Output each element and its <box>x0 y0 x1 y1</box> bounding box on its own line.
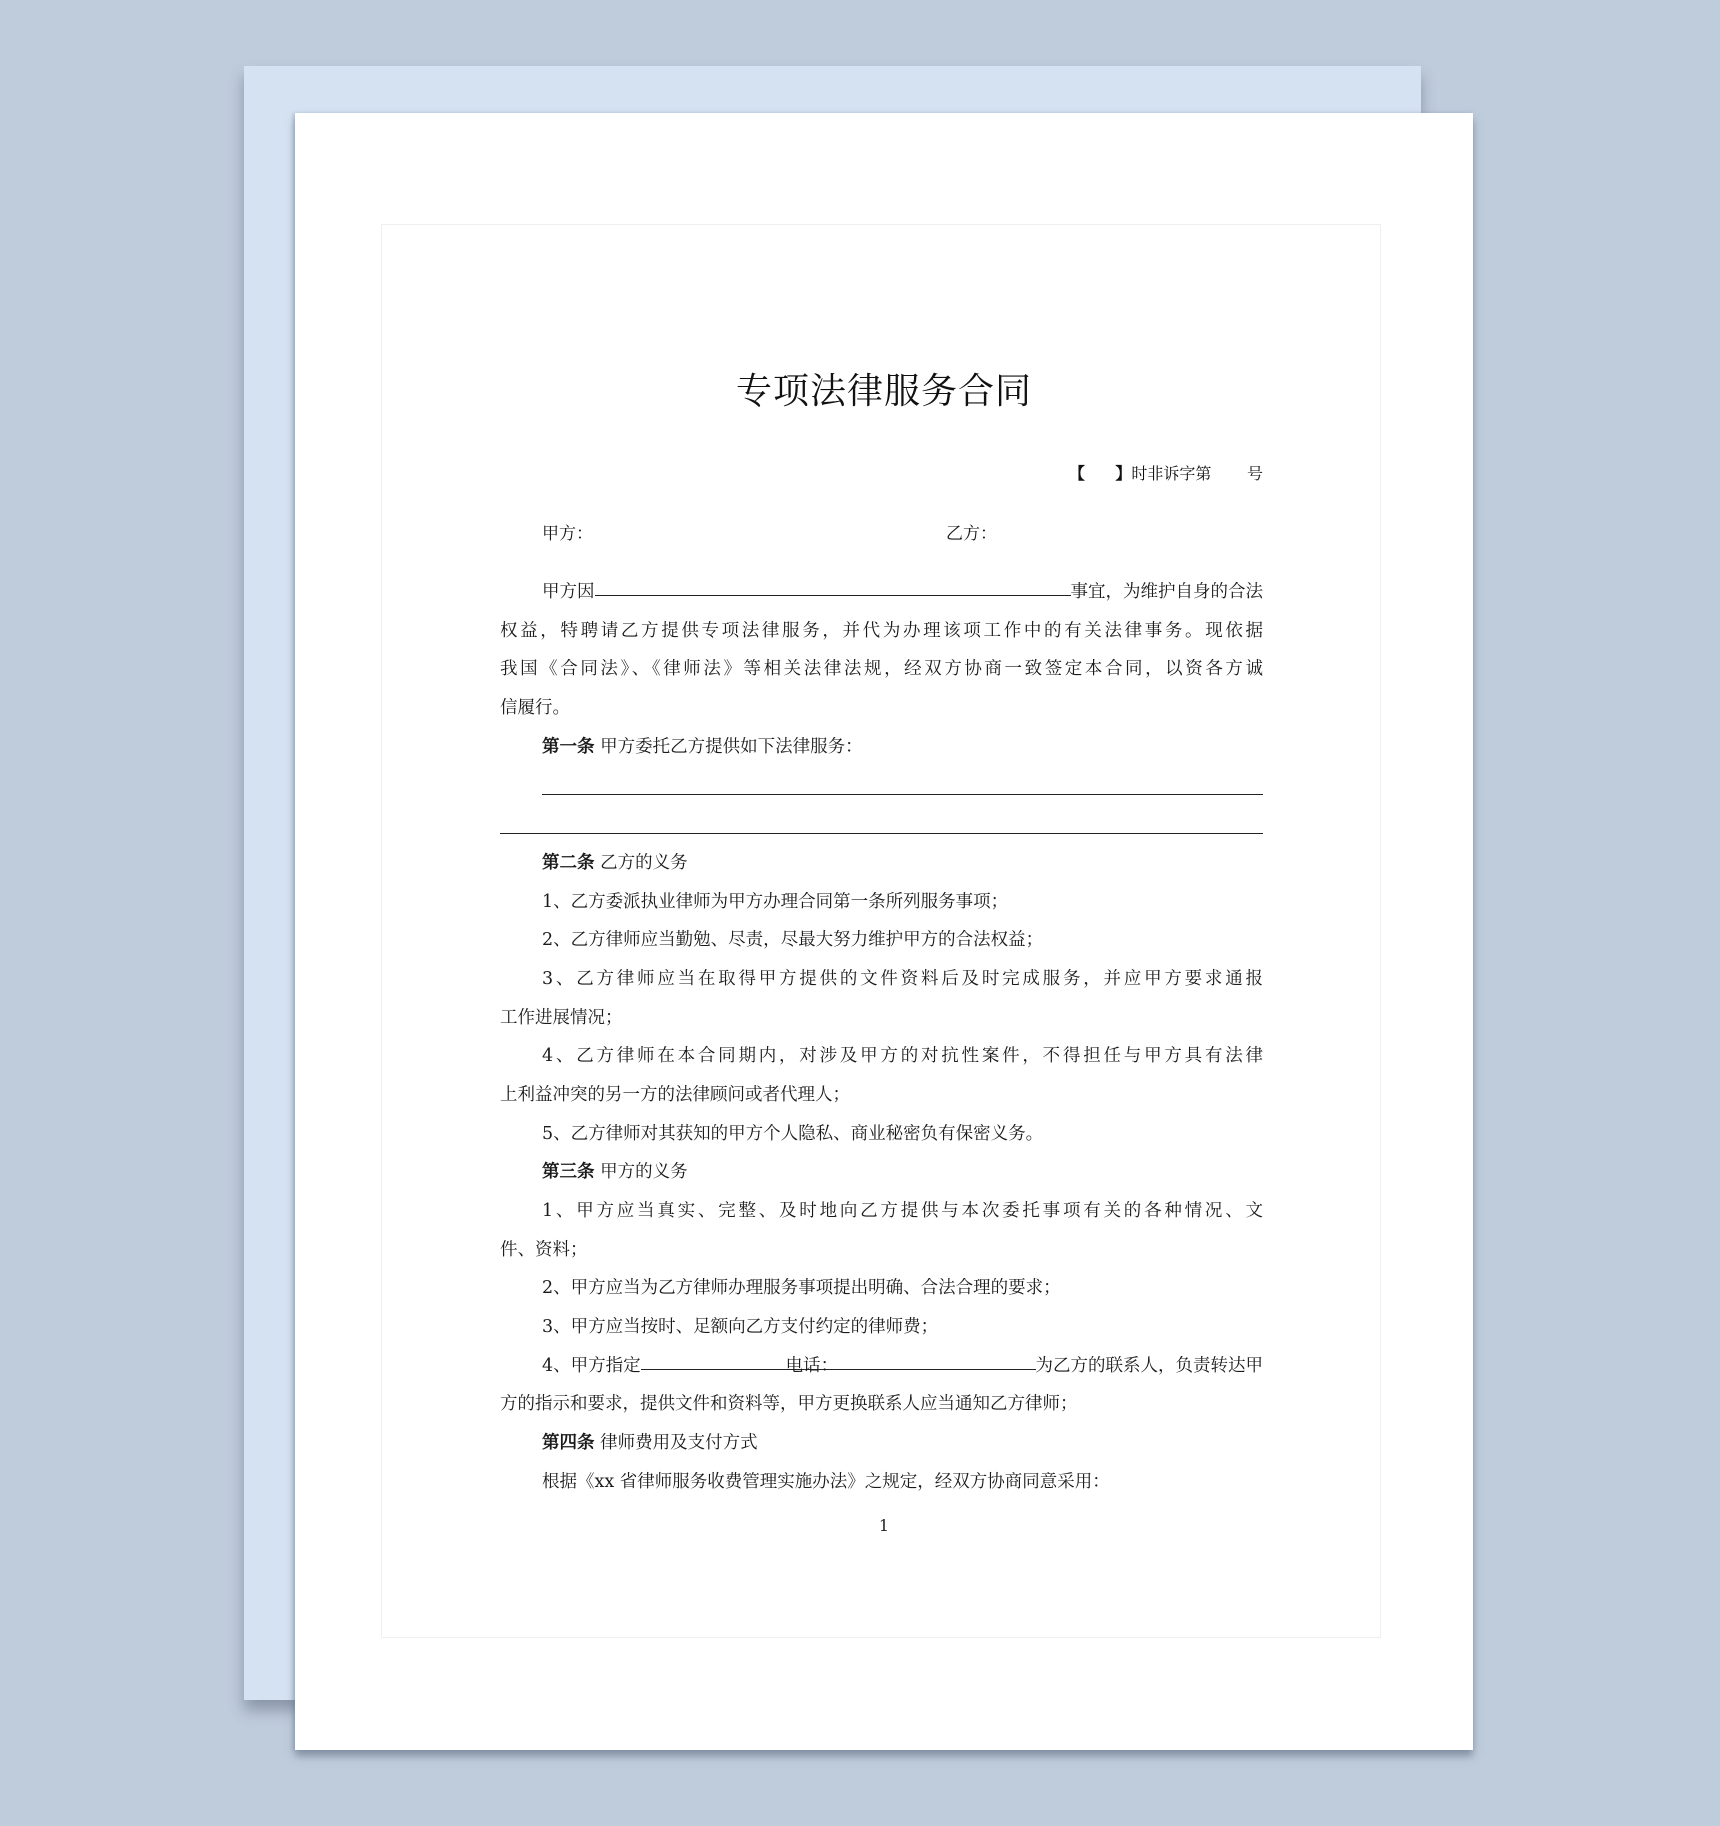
article-3-title-text: 甲方的义务 <box>600 1162 688 1183</box>
intro-line-2: 权益，特聘请乙方提供专项法律服务，并代为办理该项工作中的有关法律事务。现依据 <box>500 620 1263 641</box>
article-2-heading: 第二条 <box>542 852 595 873</box>
service-blank-line-1[interactable] <box>500 766 1263 805</box>
article-4-text: 根据《xx 省律师服务收费管理实施办法》之规定，经双方协商同意采用： <box>542 1471 1110 1492</box>
article-2-item-3-line-2: 工作进展情况； <box>500 1007 623 1028</box>
contact-prefix: 4、甲方指定 <box>542 1355 641 1376</box>
article-1 <box>500 728 1263 767</box>
article-3-heading: 第三条 <box>542 1162 595 1183</box>
intro-line-1 <box>500 573 1263 612</box>
article-2-item-1: 1、乙方委派执业律师为甲方办理合同第一条所列服务事项； <box>542 891 1009 912</box>
article-2-item-4-line-1: 4、乙方律师在本合同期内，对涉及甲方的对抗性案件，不得担任与甲方具有法律 <box>542 1046 1263 1067</box>
intro-suffix: 事宜，为维护自身的合法 <box>1070 582 1263 602</box>
party-b-label: 乙方： <box>946 524 997 544</box>
number-close-bracket: 】 <box>1115 464 1132 483</box>
document-page <box>295 113 1473 1750</box>
document-number <box>1069 461 1263 484</box>
article-3-item-4-line-2: 方的指示和要求，提供文件和资料等，甲方更换联系人应当通知乙方律师； <box>500 1394 1078 1415</box>
article-3-item-1-line-2: 件、资料； <box>500 1239 588 1260</box>
article-1-heading: 第一条 <box>542 736 595 757</box>
page-number: 1 <box>878 1516 890 1535</box>
article-2-item-3-line-1: 3、乙方律师应当在取得甲方提供的文件资料后及时完成服务，并应甲方要求通报 <box>542 968 1263 989</box>
article-4-title <box>500 1424 1263 1463</box>
service-blank-line-2[interactable] <box>500 805 1263 844</box>
intro-prefix: 甲方因 <box>542 582 595 602</box>
document-title: 专项法律服务合同 <box>735 371 1032 412</box>
article-2-item-5: 5、乙方律师对其获知的甲方个人隐私、商业秘密负有保密义务。 <box>542 1123 1044 1144</box>
intro-line-3: 我国《合同法》、《律师法》等相关法律法规，经双方协商一致签定本合同，以资各方诚 <box>500 659 1263 680</box>
article-3-title <box>500 1153 1263 1192</box>
article-3-item-1-line-1: 1、甲方应当真实、完整、及时地向乙方提供与本次委托事项有关的各种情况、文 <box>542 1201 1263 1221</box>
article-1-text: 甲方委托乙方提供如下法律服务： <box>600 736 863 757</box>
number-label: 时非诉字第 <box>1131 464 1212 483</box>
number-suffix: 号 <box>1246 464 1263 483</box>
article-4-title-text: 律师费用及支付方式 <box>600 1433 758 1454</box>
contact-name-field[interactable] <box>641 1347 786 1370</box>
contact-phone-field[interactable] <box>838 1347 1035 1370</box>
party-a-label: 甲方： <box>542 524 593 544</box>
intro-line-4: 信履行。 <box>500 698 570 719</box>
number-open-bracket: 【 <box>1068 464 1085 483</box>
contact-suffix: 为乙方的联系人，负责转达甲 <box>1035 1355 1263 1376</box>
article-3-item-3: 3、甲方应当按时、足额向乙方支付约定的律师费； <box>542 1317 939 1338</box>
article-3-item-4-line-1 <box>500 1347 1263 1386</box>
article-2-item-4-line-2: 上利益冲突的另一方的法律顾问或者代理人； <box>500 1084 850 1105</box>
article-3-item-2: 2、甲方应当为乙方律师办理服务事项提出明确、合法合理的要求； <box>542 1278 1061 1299</box>
article-4-heading: 第四条 <box>542 1433 595 1454</box>
article-2-title-text: 乙方的义务 <box>600 852 688 873</box>
matter-blank-field[interactable] <box>595 573 1071 596</box>
contract-body <box>500 573 1263 1502</box>
article-2-title <box>500 844 1263 883</box>
article-2-item-2: 2、乙方律师应当勤勉、尽责，尽最大努力维护甲方的合法权益； <box>542 930 1044 951</box>
contact-phone-label: 电话： <box>786 1347 839 1370</box>
